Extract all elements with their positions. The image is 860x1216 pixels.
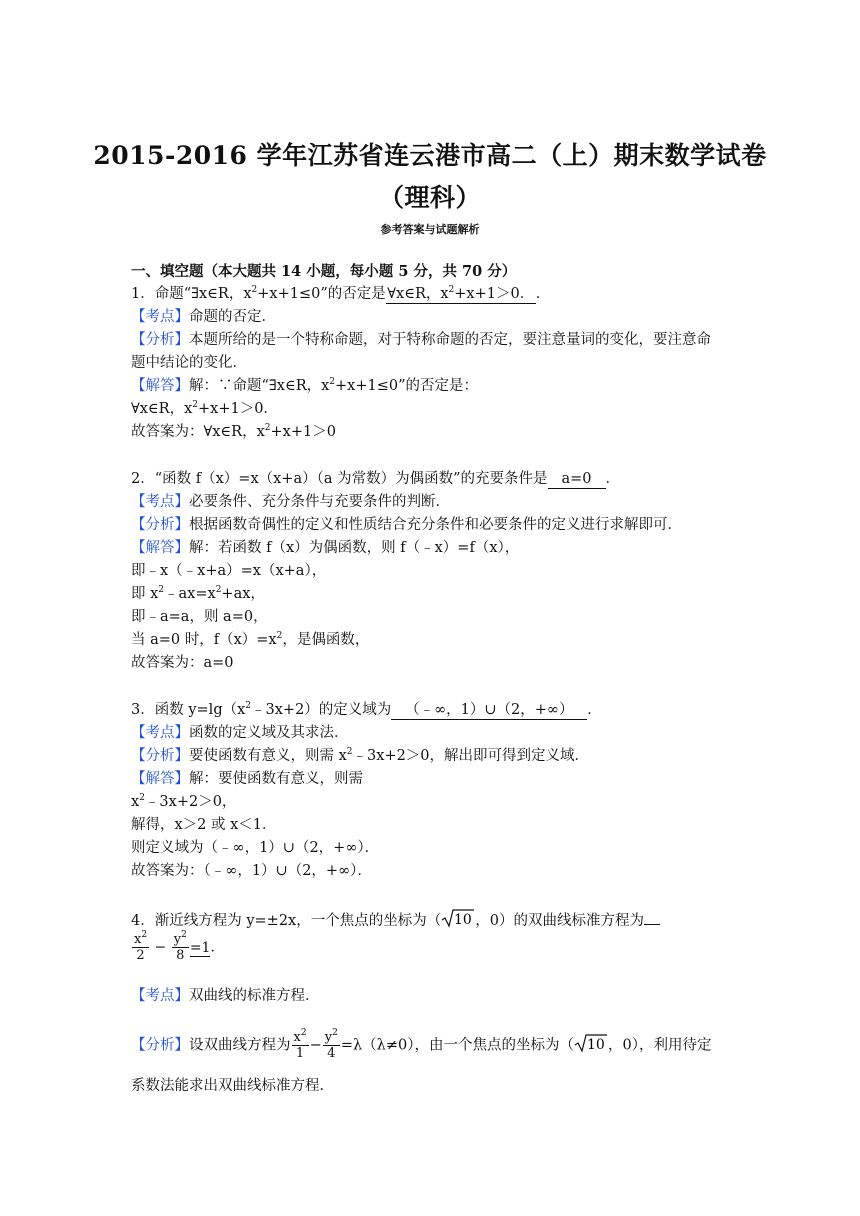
fraction: $\frac{y^2}{4}$ (324, 1028, 338, 1061)
q2-kaodian: 【考点】必要条件、充分条件与充要条件的判断． (131, 494, 450, 510)
q4-answer-equation: $\frac{x^2}{2}$ − $\frac{y^2}{8}$ =1． (134, 930, 225, 963)
q2-stem: 2．“函数 f（x）=x（x+a）（a 为常数）为偶函数”的充要条件是 a=0 ． (131, 471, 621, 487)
q1-answer-blank: ∀x∈R，$x^2+x+1>0$． (387, 285, 535, 302)
q3-stem: 3．函数 $y=\lg(x^2﹣3x+2)$的定义域为 （﹣∞，1）∪（2，+∞） ． (131, 701, 602, 718)
q3-answer-blank: （﹣∞，1）∪（2，+∞） (391, 702, 587, 720)
kaodian-tag: 【考点】 (131, 725, 189, 741)
q2-solution-line: 即﹣x（﹣x+a）=x（x+a）， (131, 563, 327, 579)
q3-solution-line: 则定义域为（﹣∞，1）∪（2，+∞）． (131, 840, 380, 856)
q4-stem: 4．渐近线方程为 y=±2x，一个焦点的坐标为（ 10 ，0）的双曲线标准方程为 (131, 908, 660, 934)
fraction: $\frac{x^2}{1}$ (293, 1028, 307, 1061)
q4-kaodian: 【考点】双曲线的标准方程． (131, 988, 320, 1004)
svg-text:10: 10 (454, 912, 473, 928)
q2-final-answer: 故答案为：a=0 (131, 655, 234, 671)
q2-answer-blank: a=0 (548, 471, 606, 489)
kaodian-tag: 【考点】 (131, 494, 189, 510)
q4-answer-blank-start (644, 924, 660, 925)
section-heading: 一、填空题（本大题共 14 小题，每小题 5 分，共 70 分） (131, 263, 517, 280)
q3-solution-line: 解得，x＞2 或 x＜1． (131, 817, 277, 833)
q2-solution-line: 即﹣a=a，则 a=0， (131, 609, 268, 625)
svg-text:10: 10 (586, 1036, 605, 1053)
q4-fenxi: 【分析】设双曲线方程为 $\frac{x^2}{1}$ − $\frac{y^2}{4}$ =λ（λ≠0），由一个焦点的坐标为（ 10 ，0），利用待定 (131, 1028, 712, 1061)
kaodian-tag: 【考点】 (131, 988, 189, 1004)
kaodian-tag: 【考点】 (131, 309, 189, 325)
q4-fenxi-cont: 系数法能求出双曲线标准方程． (131, 1078, 334, 1094)
fenxi-tag: 【分析】 (131, 332, 189, 348)
jieda-tag: 【解答】 (131, 540, 189, 556)
q2-solution-line: 即 $x^2﹣ax=x^2+ax$， (131, 585, 265, 602)
q2-jieda: 【解答】解：若函数 f（x）为偶函数，则 f（﹣x）=f（x）， (131, 540, 520, 556)
document-title: 2015-2016 学年江苏省连云港市高二（上）期末数学试卷 (93, 141, 767, 170)
fraction: $\frac{x^2}{2}$ (134, 930, 148, 963)
q2-solution-line: 当 a=0 时，$f(x)=x^2$，是偶函数， (131, 631, 370, 648)
q1-fenxi-cont: 题中结论的变化． (131, 355, 247, 371)
q3-jieda: 【解答】解：要使函数有意义，则需 (131, 771, 363, 787)
q3-final-answer: 故答案为：（﹣∞，1）∪（2，+∞）． (131, 863, 372, 879)
q2-fenxi: 【分析】根据函数奇偶性的定义和性质结合充分条件和必要条件的定义进行求解即可． (131, 517, 682, 533)
document-title-line2: （理科） (378, 183, 481, 212)
fraction: $\frac{y^2}{8}$ (173, 930, 187, 963)
document-subtitle: 参考答案与试题解析 (380, 223, 480, 236)
sqrt-ten (574, 1033, 608, 1059)
q1-fenxi: 【分析】本题所给的是一个特称命题，对于特称命题的否定，要注意量词的变化，要注意命 (131, 332, 711, 348)
fenxi-tag: 【分析】 (131, 517, 189, 533)
jieda-tag: 【解答】 (131, 378, 189, 394)
q3-kaodian: 【考点】函数的定义域及其求法． (131, 725, 349, 741)
q1-stem: 1．命题“∃x∈R，$x^2+x+1\le 0$”的否定是 ∀x∈R，$x^2+x+1>0$． ． (131, 285, 551, 302)
jieda-tag: 【解答】 (131, 771, 189, 787)
q1-final-answer: 故答案为：∀x∈R，$x^2+x+1>0$ (131, 423, 336, 440)
q1-solution-line: ∀x∈R，$x^2+x+1>0$． (131, 400, 278, 417)
sqrt-ten (441, 908, 475, 934)
q1-jieda: 【解答】解：∵命题“∃x∈R，$x^2+x+1\le 0$”的否定是： (131, 377, 479, 394)
fenxi-tag: 【分析】 (131, 748, 189, 764)
q3-fenxi: 【分析】要使函数有意义，则需 $x^2﹣3x+2>0$，解出即可得到定义域． (131, 747, 590, 764)
q3-solution-line: $x^2﹣3x+2>0$， (131, 793, 237, 810)
q1-kaodian: 【考点】命题的否定． (131, 309, 276, 325)
fenxi-tag: 【分析】 (131, 1037, 189, 1054)
